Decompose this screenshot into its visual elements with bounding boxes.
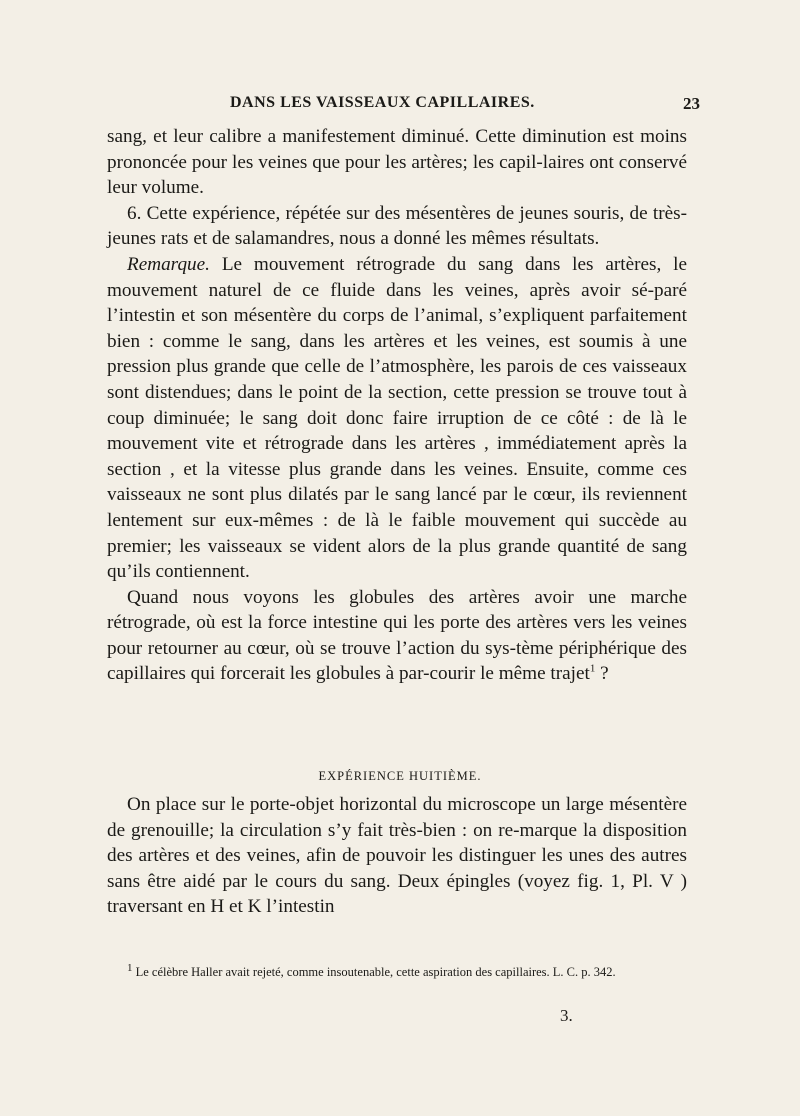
running-title: DANS LES VAISSEAUX CAPILLAIRES. [230,94,535,111]
paragraph-2: 6. Cette expérience, répétée sur des mésentères de jeunes souris, de très-jeunes rats et de salamandres, nous a donné les mêmes résultats. [107,202,687,250]
question-text: Quand nous voyons les globules des artères avoir une marche rétrograde, où est la force intestine qui les porte des artères vers les veines pour retourner au cœur, où se trouve l’action du sys-tème périphérique des capillaires qui forcerait les globules à par-courir le même trajet [107,586,687,685]
footnote-text: Le célèbre Haller avait rejeté, comme insoutenable, cette aspiration des capillaires. L. C. p. 342. [132,965,616,979]
main-text [107,124,687,687]
paragraph-1: sang, et leur calibre a manifestement diminué. Cette diminution est moins prononcée pour les veines que pour les artères; les capil-laires ont conservé leur volume. [107,126,687,199]
question-paragraph [107,585,687,687]
section-heading: EXPÉRIENCE HUITIÈME. [318,769,482,783]
footnote [107,961,687,980]
signature-mark: 3. [560,1006,573,1025]
footnote-reference: 1 [589,663,596,676]
footnote-marker: 1 [127,961,133,974]
remark-text: Le mouvement rétrograde du sang dans les artères, le mouvement naturel de ce fluide dans les veines, après avoir sé-paré l’intestin et son mésentère du corps de l’animal, s’expliquent parfaitement bien : comme le sang, dans les artères et les veines, est soumis à une pression plus grande que celle de l’atmosphère, les parois de ces vaisseaux sont distendues; dans le point de la section, cette pression se trouve tout à coup diminuée; le sang doit donc faire irruption de ce côté : de là le mouvement vite et rétrograde dans les artères , immédiatement après la section , et la vitesse plus grande dans les veines. Ensuite, comme ces vaisseaux ne sont plus dilatés par le sang lancé par le cœur, ils reviennent lentement sur eux-mêmes : de là le faible mouvement qui succède au premier; les vaisseaux se vident alors de la plus grande quantité de sang qu’ils contiennent. [107,253,687,583]
remark-paragraph [107,252,687,585]
experiment-text [107,792,687,920]
page-number: 23 [683,94,700,113]
experiment-paragraph: On place sur le porte-objet horizontal du microscope un large mésentère de grenouille; la circulation s’y fait très-bien : on re-marque la disposition des artères et des veines, afin de pouvoir les distinguer les unes des autres sans être aidé par le cours du sang. Deux épingles (voyez fig. 1, Pl. V ) traversant en H et K l’intestin [107,794,687,918]
remark-label: Remarque. [127,253,210,275]
running-head [100,94,700,118]
question-end: ? [595,663,609,685]
